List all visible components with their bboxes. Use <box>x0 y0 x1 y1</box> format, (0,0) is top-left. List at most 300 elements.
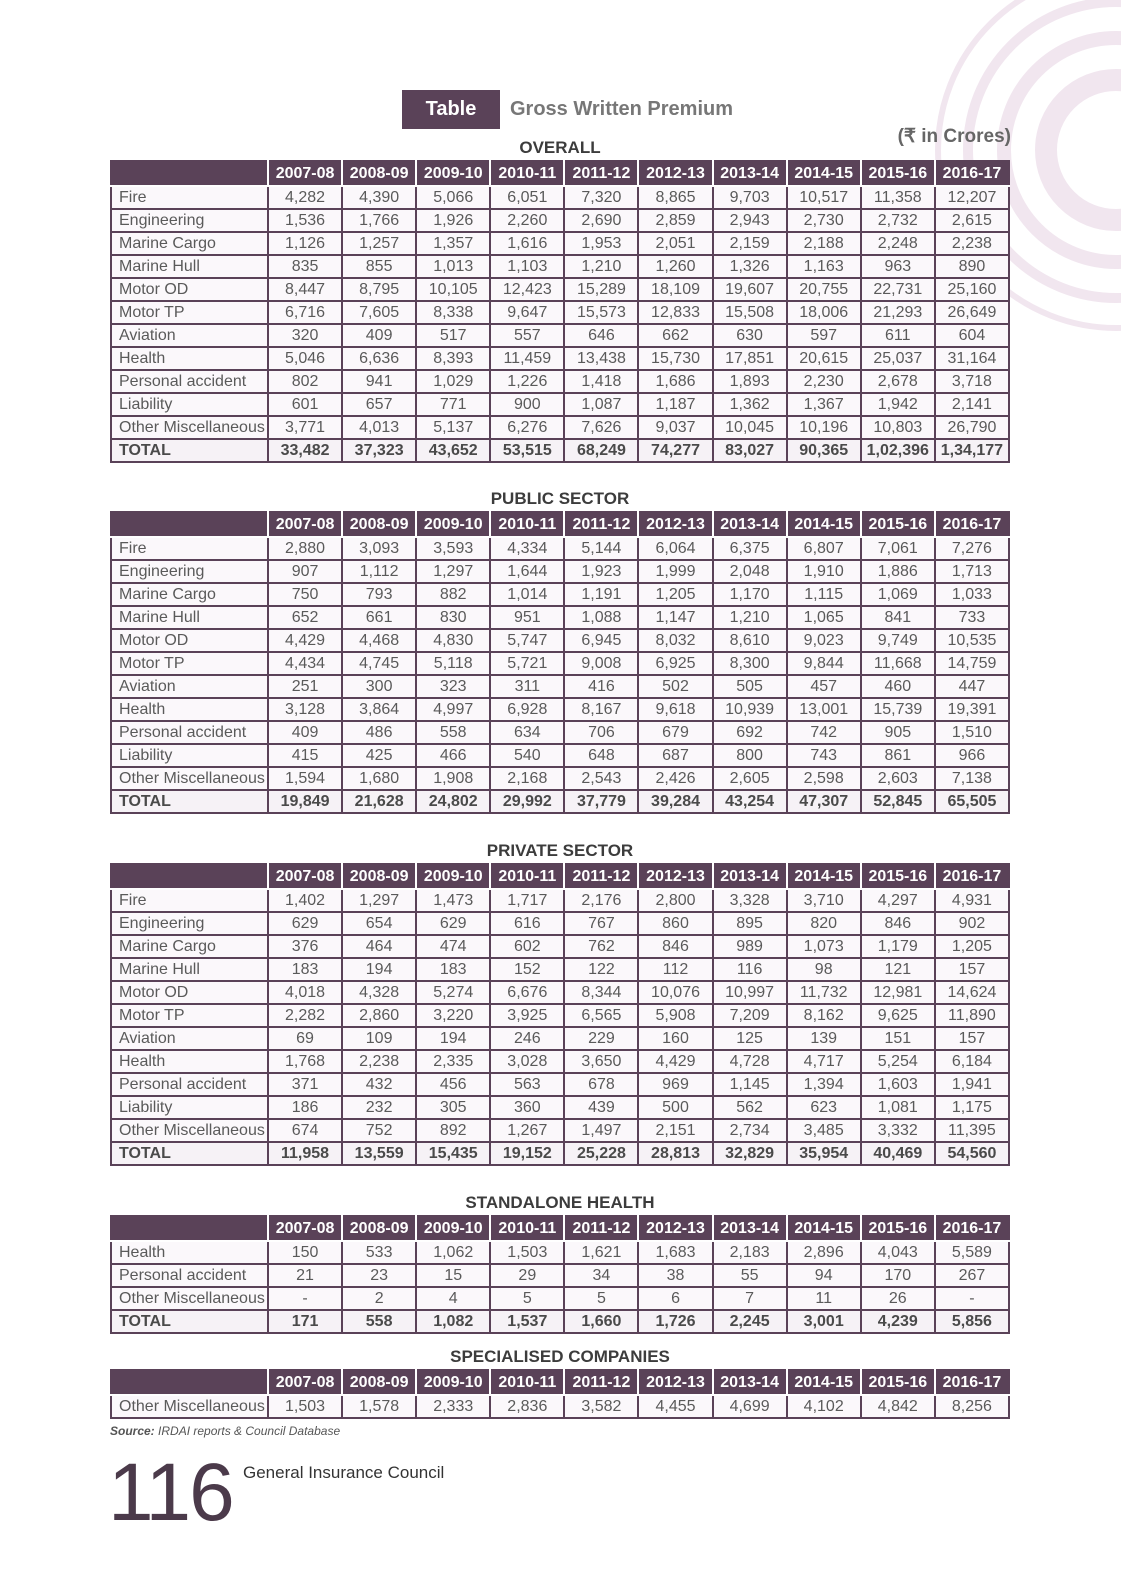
value-cell: 11,358 <box>861 186 935 209</box>
value-cell: 10,803 <box>861 416 935 439</box>
value-cell: 456 <box>416 1073 490 1096</box>
value-cell: 611 <box>861 324 935 347</box>
value-cell: 2,615 <box>935 209 1009 232</box>
total-row <box>111 790 1009 813</box>
value-cell: 1,503 <box>268 1395 342 1418</box>
value-cell: 2,159 <box>713 232 787 255</box>
row-label: Motor TP <box>111 1004 268 1027</box>
table-row <box>111 278 1009 301</box>
value-cell: 2,151 <box>638 1119 712 1142</box>
value-cell: 1,014 <box>490 583 564 606</box>
value-cell: 601 <box>268 393 342 416</box>
table-row <box>111 1073 1009 1096</box>
header-row <box>111 1370 1009 1395</box>
value-cell: 3,771 <box>268 416 342 439</box>
value-cell: 1,205 <box>638 583 712 606</box>
value-cell: 26,790 <box>935 416 1009 439</box>
value-cell: 629 <box>268 912 342 935</box>
year-header: 2008-09 <box>342 1216 416 1241</box>
year-header: 2016-17 <box>935 161 1009 186</box>
value-cell: 2,678 <box>861 370 935 393</box>
year-header: 2016-17 <box>935 864 1009 889</box>
value-cell: 1,362 <box>713 393 787 416</box>
value-cell: 1,660 <box>564 1310 638 1333</box>
value-cell: 7,626 <box>564 416 638 439</box>
value-cell: 602 <box>490 935 564 958</box>
value-cell: 37,779 <box>564 790 638 813</box>
value-cell: 23 <box>342 1264 416 1287</box>
value-cell: 941 <box>342 370 416 393</box>
value-cell: 139 <box>787 1027 861 1050</box>
value-cell: 68,249 <box>564 439 638 462</box>
value-cell: 634 <box>490 721 564 744</box>
value-cell: 1,621 <box>564 1241 638 1264</box>
value-cell: 4,699 <box>713 1395 787 1418</box>
table-private-sector <box>110 863 1010 1166</box>
table-row <box>111 347 1009 370</box>
value-cell: 1,062 <box>416 1241 490 1264</box>
table-row <box>111 1395 1009 1418</box>
section-title-standalone-health: STANDALONE HEALTH <box>465 1193 655 1212</box>
total-row <box>111 1310 1009 1333</box>
year-header: 2007-08 <box>268 1370 342 1395</box>
value-cell: 15,508 <box>713 301 787 324</box>
value-cell: 1,260 <box>638 255 712 278</box>
value-cell: 1,418 <box>564 370 638 393</box>
year-header: 2011-12 <box>564 1216 638 1241</box>
row-label: Liability <box>111 393 268 416</box>
year-header: 2007-08 <box>268 864 342 889</box>
value-cell: 94 <box>787 1264 861 1287</box>
header-row <box>111 512 1009 537</box>
value-cell: 2,859 <box>638 209 712 232</box>
table-row <box>111 606 1009 629</box>
value-cell: 4,018 <box>268 981 342 1004</box>
value-cell: 26,649 <box>935 301 1009 324</box>
value-cell: 10,535 <box>935 629 1009 652</box>
value-cell: 54,560 <box>935 1142 1009 1165</box>
value-cell: 43,254 <box>713 790 787 813</box>
value-cell: 10,517 <box>787 186 861 209</box>
value-cell: 416 <box>564 675 638 698</box>
value-cell: 2,188 <box>787 232 861 255</box>
value-cell: 604 <box>935 324 1009 347</box>
year-header: 2010-11 <box>490 864 564 889</box>
value-cell: 2,860 <box>342 1004 416 1027</box>
value-cell: 4,997 <box>416 698 490 721</box>
value-cell: 19,849 <box>268 790 342 813</box>
value-cell: 1,941 <box>935 1073 1009 1096</box>
row-label: Aviation <box>111 1027 268 1050</box>
value-cell: 706 <box>564 721 638 744</box>
value-cell: 687 <box>638 744 712 767</box>
table-row <box>111 652 1009 675</box>
value-cell: 1,191 <box>564 583 638 606</box>
value-cell: 1,497 <box>564 1119 638 1142</box>
value-cell: 662 <box>638 324 712 347</box>
row-label: Engineering <box>111 912 268 935</box>
year-header: 2014-15 <box>787 1370 861 1395</box>
value-cell: 505 <box>713 675 787 698</box>
value-cell: 830 <box>416 606 490 629</box>
value-cell: 2,260 <box>490 209 564 232</box>
unit-label: (₹ in Crores) <box>897 126 1011 147</box>
value-cell: 2,896 <box>787 1241 861 1264</box>
value-cell: 900 <box>490 393 564 416</box>
value-cell: 2,598 <box>787 767 861 790</box>
value-cell: 1,013 <box>416 255 490 278</box>
value-cell: 409 <box>342 324 416 347</box>
value-cell: 1,510 <box>935 721 1009 744</box>
year-header: 2013-14 <box>713 512 787 537</box>
value-cell: 3,220 <box>416 1004 490 1027</box>
value-cell: 902 <box>935 912 1009 935</box>
value-cell: 3,332 <box>861 1119 935 1142</box>
table-row <box>111 767 1009 790</box>
value-cell: 186 <box>268 1096 342 1119</box>
value-cell: 10,997 <box>713 981 787 1004</box>
value-cell: 21 <box>268 1264 342 1287</box>
source-label: Source: <box>110 1424 155 1438</box>
value-cell: 5,144 <box>564 537 638 560</box>
value-cell: 733 <box>935 606 1009 629</box>
value-cell: 12,423 <box>490 278 564 301</box>
year-header: 2010-11 <box>490 1370 564 1395</box>
value-cell: 1,683 <box>638 1241 712 1264</box>
value-cell: 846 <box>638 935 712 958</box>
value-cell: 246 <box>490 1027 564 1050</box>
row-label: Health <box>111 1241 268 1264</box>
value-cell: 7,276 <box>935 537 1009 560</box>
value-cell: 2,183 <box>713 1241 787 1264</box>
value-cell: 4,390 <box>342 186 416 209</box>
value-cell: 3,593 <box>416 537 490 560</box>
section-title-specialised: SPECIALISED COMPANIES <box>450 1347 670 1366</box>
year-header: 2012-13 <box>638 1370 712 1395</box>
value-cell: 6,051 <box>490 186 564 209</box>
row-label: Motor TP <box>111 301 268 324</box>
value-cell: 1,686 <box>638 370 712 393</box>
table-row <box>111 186 1009 209</box>
row-label: Marine Cargo <box>111 583 268 606</box>
table-row <box>111 629 1009 652</box>
value-cell: 1,713 <box>935 560 1009 583</box>
value-cell: 1,297 <box>342 889 416 912</box>
row-label: Liability <box>111 744 268 767</box>
year-header: 2007-08 <box>268 1216 342 1241</box>
value-cell: 11,958 <box>268 1142 342 1165</box>
value-cell: 1,910 <box>787 560 861 583</box>
value-cell: 841 <box>861 606 935 629</box>
value-cell: 90,365 <box>787 439 861 462</box>
value-cell: 47,307 <box>787 790 861 813</box>
value-cell: 466 <box>416 744 490 767</box>
value-cell: 37,323 <box>342 439 416 462</box>
table-row <box>111 1264 1009 1287</box>
value-cell: 3,650 <box>564 1050 638 1073</box>
value-cell: 1,087 <box>564 393 638 416</box>
value-cell: 4,468 <box>342 629 416 652</box>
value-cell: 25,160 <box>935 278 1009 301</box>
value-cell: 1,717 <box>490 889 564 912</box>
value-cell: 7,138 <box>935 767 1009 790</box>
value-cell: 1,908 <box>416 767 490 790</box>
value-cell: 989 <box>713 935 787 958</box>
value-cell: 1,226 <box>490 370 564 393</box>
value-cell: 3,485 <box>787 1119 861 1142</box>
value-cell: 3,710 <box>787 889 861 912</box>
row-label: Liability <box>111 1096 268 1119</box>
value-cell: 14,759 <box>935 652 1009 675</box>
value-cell: 9,625 <box>861 1004 935 1027</box>
header-row <box>111 1216 1009 1241</box>
year-header: 2013-14 <box>713 1370 787 1395</box>
year-header: 2008-09 <box>342 1370 416 1395</box>
value-cell: 8,795 <box>342 278 416 301</box>
row-label: Other Miscellaneous <box>111 416 268 439</box>
row-label: Personal accident <box>111 721 268 744</box>
value-cell: 5,274 <box>416 981 490 1004</box>
value-cell: 460 <box>861 675 935 698</box>
year-header: 2013-14 <box>713 161 787 186</box>
value-cell: 6,064 <box>638 537 712 560</box>
table-row <box>111 912 1009 935</box>
year-header: 2010-11 <box>490 512 564 537</box>
value-cell: 6,928 <box>490 698 564 721</box>
table-row <box>111 583 1009 606</box>
table-row <box>111 1096 1009 1119</box>
value-cell: 5,747 <box>490 629 564 652</box>
table-row <box>111 1119 1009 1142</box>
value-cell: 8,344 <box>564 981 638 1004</box>
year-header: 2009-10 <box>416 1370 490 1395</box>
value-cell: 9,844 <box>787 652 861 675</box>
value-cell: 771 <box>416 393 490 416</box>
value-cell: 13,559 <box>342 1142 416 1165</box>
table-number: Table 7 <box>402 90 500 129</box>
value-cell: 3,864 <box>342 698 416 721</box>
value-cell: 1,02,396 <box>861 439 935 462</box>
value-cell: 21,628 <box>342 790 416 813</box>
value-cell: 4,282 <box>268 186 342 209</box>
value-cell: 19,391 <box>935 698 1009 721</box>
value-cell: 1,644 <box>490 560 564 583</box>
value-cell: 25,228 <box>564 1142 638 1165</box>
header-blank-cell <box>111 512 268 537</box>
table-row <box>111 1027 1009 1050</box>
value-cell: 657 <box>342 393 416 416</box>
table-row <box>111 537 1009 560</box>
value-cell: 752 <box>342 1119 416 1142</box>
value-cell: 1,357 <box>416 232 490 255</box>
table-row <box>111 1287 1009 1310</box>
value-cell: 1,147 <box>638 606 712 629</box>
value-cell: 743 <box>787 744 861 767</box>
value-cell: 1,367 <box>787 393 861 416</box>
value-cell: 9,647 <box>490 301 564 324</box>
value-cell: 170 <box>861 1264 935 1287</box>
row-label: Engineering <box>111 209 268 232</box>
value-cell: 74,277 <box>638 439 712 462</box>
row-label: Motor OD <box>111 981 268 1004</box>
table-row <box>111 1241 1009 1264</box>
value-cell: 7,061 <box>861 537 935 560</box>
value-cell: 323 <box>416 675 490 698</box>
total-row <box>111 1142 1009 1165</box>
value-cell: 10,045 <box>713 416 787 439</box>
header-blank-cell <box>111 1370 268 1395</box>
header-blank-cell <box>111 1216 268 1241</box>
value-cell: 6,925 <box>638 652 712 675</box>
value-cell: 311 <box>490 675 564 698</box>
value-cell: 157 <box>935 958 1009 981</box>
value-cell: 8,032 <box>638 629 712 652</box>
value-cell: 623 <box>787 1096 861 1119</box>
value-cell: 846 <box>861 912 935 935</box>
value-cell: 861 <box>861 744 935 767</box>
value-cell: 1,680 <box>342 767 416 790</box>
value-cell: 125 <box>713 1027 787 1050</box>
year-header: 2014-15 <box>787 161 861 186</box>
value-cell: 33,482 <box>268 439 342 462</box>
value-cell: 439 <box>564 1096 638 1119</box>
value-cell: 5,856 <box>935 1310 1009 1333</box>
value-cell: 646 <box>564 324 638 347</box>
value-cell: 152 <box>490 958 564 981</box>
value-cell: 425 <box>342 744 416 767</box>
value-cell: 447 <box>935 675 1009 698</box>
value-cell: 629 <box>416 912 490 935</box>
value-cell: 122 <box>564 958 638 981</box>
value-cell: 2,051 <box>638 232 712 255</box>
value-cell: 1,893 <box>713 370 787 393</box>
value-cell: 5,589 <box>935 1241 1009 1264</box>
value-cell: 1,065 <box>787 606 861 629</box>
table-row <box>111 416 1009 439</box>
value-cell: 12,207 <box>935 186 1009 209</box>
value-cell: 15,289 <box>564 278 638 301</box>
value-cell: 8,167 <box>564 698 638 721</box>
table-overall <box>110 160 1010 463</box>
value-cell: 4,455 <box>638 1395 712 1418</box>
value-cell: 24,802 <box>416 790 490 813</box>
year-header: 2016-17 <box>935 1370 1009 1395</box>
value-cell: - <box>935 1287 1009 1310</box>
value-cell: 2,605 <box>713 767 787 790</box>
value-cell: 9,037 <box>638 416 712 439</box>
value-cell: 29 <box>490 1264 564 1287</box>
value-cell: 1,536 <box>268 209 342 232</box>
value-cell: 1,578 <box>342 1395 416 1418</box>
value-cell: 83,027 <box>713 439 787 462</box>
value-cell: 26 <box>861 1287 935 1310</box>
value-cell: 963 <box>861 255 935 278</box>
value-cell: 19,607 <box>713 278 787 301</box>
value-cell: 890 <box>935 255 1009 278</box>
value-cell: 2,238 <box>935 232 1009 255</box>
value-cell: 8,610 <box>713 629 787 652</box>
value-cell: 2,800 <box>638 889 712 912</box>
value-cell: 2,048 <box>713 560 787 583</box>
row-label: Fire <box>111 537 268 560</box>
value-cell: 376 <box>268 935 342 958</box>
row-label: Aviation <box>111 324 268 347</box>
value-cell: 855 <box>342 255 416 278</box>
value-cell: 20,755 <box>787 278 861 301</box>
value-cell: 1,886 <box>861 560 935 583</box>
value-cell: 9,023 <box>787 629 861 652</box>
value-cell: 6,807 <box>787 537 861 560</box>
value-cell: 15,573 <box>564 301 638 324</box>
value-cell: 860 <box>638 912 712 935</box>
table-row <box>111 370 1009 393</box>
value-cell: 8,865 <box>638 186 712 209</box>
value-cell: 1,726 <box>638 1310 712 1333</box>
header-blank-cell <box>111 864 268 889</box>
row-label: Marine Hull <box>111 606 268 629</box>
value-cell: 2,730 <box>787 209 861 232</box>
value-cell: 157 <box>935 1027 1009 1050</box>
value-cell: 1,175 <box>935 1096 1009 1119</box>
value-cell: 7,605 <box>342 301 416 324</box>
value-cell: 1,394 <box>787 1073 861 1096</box>
value-cell: 1,170 <box>713 583 787 606</box>
value-cell: 15,739 <box>861 698 935 721</box>
table-row <box>111 255 1009 278</box>
header-blank-cell <box>111 161 268 186</box>
value-cell: 52,845 <box>861 790 935 813</box>
value-cell: 183 <box>268 958 342 981</box>
value-cell: 6,676 <box>490 981 564 1004</box>
value-cell: 171 <box>268 1310 342 1333</box>
row-label: Health <box>111 698 268 721</box>
value-cell: 10,939 <box>713 698 787 721</box>
value-cell: 820 <box>787 912 861 935</box>
value-cell: 371 <box>268 1073 342 1096</box>
value-cell: 409 <box>268 721 342 744</box>
value-cell: 654 <box>342 912 416 935</box>
value-cell: 40,469 <box>861 1142 935 1165</box>
value-cell: 18,006 <box>787 301 861 324</box>
value-cell: 10,076 <box>638 981 712 1004</box>
header-row <box>111 161 1009 186</box>
value-cell: 1,103 <box>490 255 564 278</box>
value-cell: 11 <box>787 1287 861 1310</box>
value-cell: 8,162 <box>787 1004 861 1027</box>
value-cell: 251 <box>268 675 342 698</box>
value-cell: 6,716 <box>268 301 342 324</box>
value-cell: 5,254 <box>861 1050 935 1073</box>
value-cell: 1,297 <box>416 560 490 583</box>
table-row <box>111 744 1009 767</box>
value-cell: 1,187 <box>638 393 712 416</box>
value-cell: 969 <box>638 1073 712 1096</box>
value-cell: 1,34,177 <box>935 439 1009 462</box>
year-header: 2009-10 <box>416 512 490 537</box>
value-cell: 486 <box>342 721 416 744</box>
value-cell: 415 <box>268 744 342 767</box>
value-cell: 4,043 <box>861 1241 935 1264</box>
value-cell: 533 <box>342 1241 416 1264</box>
value-cell: 558 <box>342 1310 416 1333</box>
value-cell: 1,942 <box>861 393 935 416</box>
value-cell: 10,105 <box>416 278 490 301</box>
value-cell: 597 <box>787 324 861 347</box>
value-cell: 966 <box>935 744 1009 767</box>
value-cell: 1,923 <box>564 560 638 583</box>
table-row <box>111 1050 1009 1073</box>
value-cell: 800 <box>713 744 787 767</box>
